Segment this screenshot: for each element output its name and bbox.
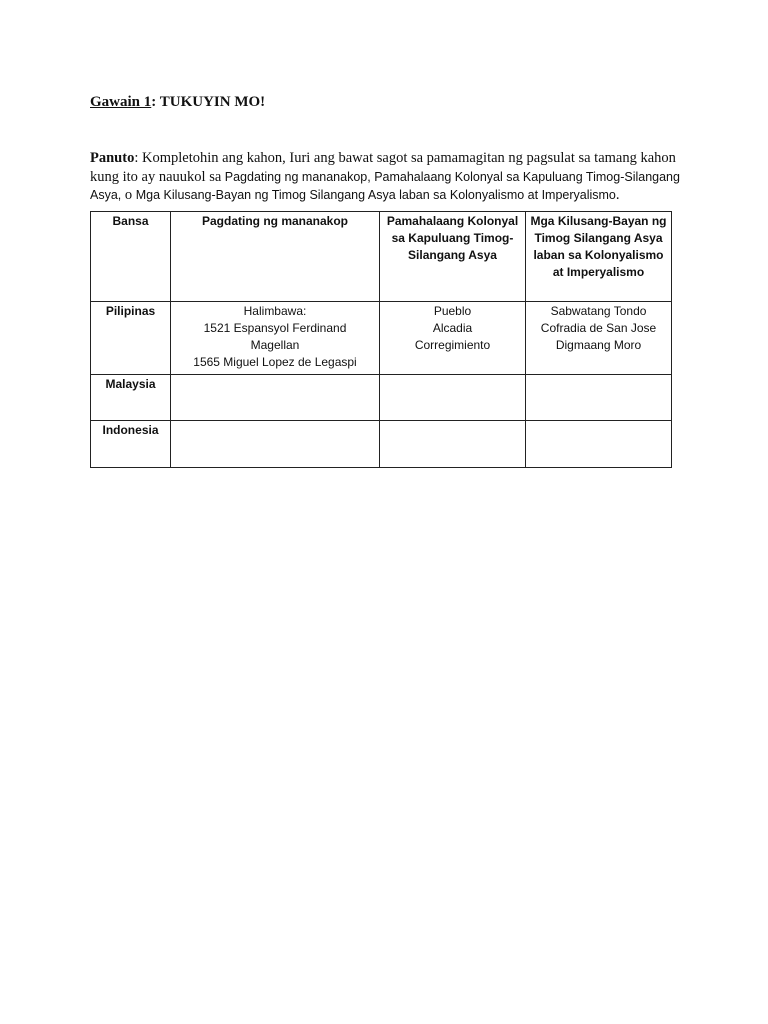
cell-text: Alcadia: [432, 321, 473, 335]
activity-title: [90, 94, 265, 111]
cell-text: Corregimiento: [414, 338, 491, 352]
instructions-text-1: : Kompletohin ang kahon, Iuri ang bawat sagot sa pamamagitan ng pagsulat sa tamang kahon: [134, 150, 676, 166]
cell-text: Pueblo: [433, 304, 472, 318]
arrival-cell: [171, 421, 380, 468]
instructions-text-3c: Mga Kilusang-Bayan ng Timog Silangang Asya laban sa Kolonyalismo at Imperyalismo: [135, 188, 616, 202]
movements-cell: [526, 302, 672, 375]
movements-cell: [526, 375, 672, 421]
activity-table: [90, 211, 672, 468]
cell-text: Sabwatang Tondo: [550, 304, 647, 318]
cell-text: Magellan: [250, 338, 300, 352]
instructions-text-3a: Asya,: [90, 188, 122, 202]
instructions-line-1: [90, 149, 680, 168]
header-colonial-government: Pamahalaang Kolonyal sa Kapuluang Timog-Silangang Asya: [380, 212, 526, 302]
cell-text: 1521 Espansyol Ferdinand: [203, 321, 347, 335]
instructions-text-3b: o: [121, 187, 136, 203]
cell-text: 1565 Miguel Lopez de Legaspi: [193, 355, 357, 369]
instructions-label: Panuto: [90, 150, 135, 166]
instructions-paragraph: [90, 149, 680, 205]
instructions-text-2a: kung ito ay nauukol sa: [90, 168, 222, 185]
activity-label: Gawain 1: [90, 94, 152, 110]
cell-text: Halimbawa:: [243, 304, 307, 318]
colonial-cell: [380, 421, 526, 468]
cell-text: Digmaang Moro: [555, 338, 642, 352]
instructions-line-3: [90, 186, 680, 205]
cell-text: Cofradia de San Jose: [540, 321, 657, 335]
arrival-cell: [171, 302, 380, 375]
arrival-cell: [171, 375, 380, 421]
table-row-indonesia: [91, 421, 672, 468]
activity-heading: : TUKUYIN MO!: [151, 94, 266, 110]
table-row-pilipinas: [91, 302, 672, 375]
header-movements: Mga Kilusang-Bayan ng Timog Silangang Asya laban sa Kolonyalismo at Imperyalismo: [526, 212, 672, 302]
instructions-line-2: [90, 168, 680, 187]
colonial-cell: [380, 302, 526, 375]
colonial-cell: [380, 375, 526, 421]
instructions-text-2b: Pagdating ng mananakop, Pamahalaang Kolonyal sa Kapuluang Timog-Silangang: [221, 169, 680, 184]
instructions-text-3d: .: [615, 187, 620, 203]
table-header-row: [91, 212, 672, 302]
header-country: Bansa: [91, 212, 171, 302]
country-cell: Pilipinas: [91, 302, 171, 375]
table-row-malaysia: [91, 375, 672, 421]
movements-cell: [526, 421, 672, 468]
header-arrival: Pagdating ng mananakop: [171, 212, 380, 302]
country-cell: Indonesia: [91, 421, 171, 468]
country-cell: Malaysia: [91, 375, 171, 421]
